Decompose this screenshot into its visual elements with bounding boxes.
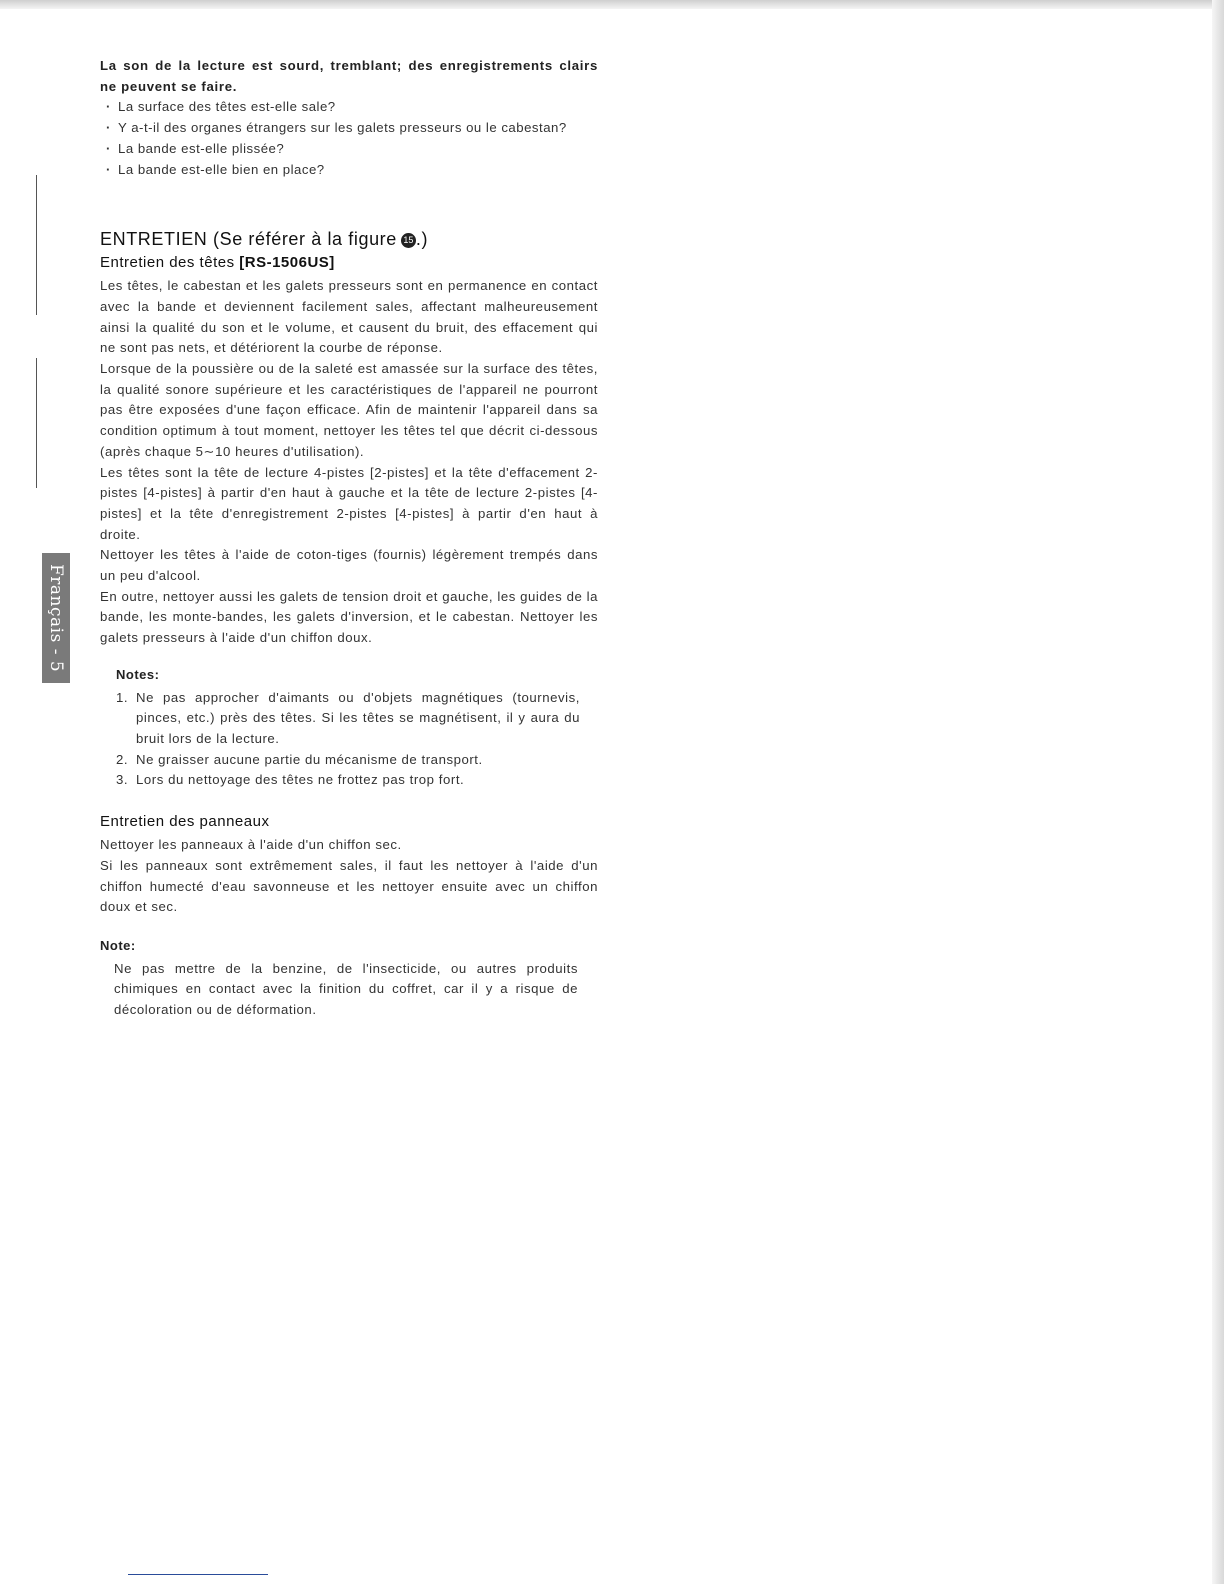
body-paragraph: Si les panneaux sont extrêmement sales, il faut les nettoyer à l'aide d'un chiffon humecté d'eau savonneuse et les nettoyer ensuite avec un chiffon doux et sec. [100,857,598,915]
note-text: Lors du nettoyage des têtes ne frottez pas trop fort. [136,772,465,788]
problem-statement: La son de la lecture est sourd, tremblant; des enregistrements clairs ne peuvent se faire. [100,58,598,94]
body-paragraph: Les têtes, le cabestan et les galets presseurs sont en permanence en contact avec la bande et deviennent facilement sales, affectant malheureusement ainsi la qualité du son et le volume, et causent du bruit, des effacement qui ne sont pas nets, et détériorent la courbe de réponse. [100,278,598,356]
notes-list [116,688,580,792]
note-item [116,750,580,771]
note-text: Ne pas approcher d'aimants ou d'objets magnétiques (tournevis, pinces, etc.) près des têtes. Si les têtes se magnétisent, il y aura du bruit lors de la lecture. [136,689,580,746]
page-top-edge [0,0,1224,9]
section-heading-end: .) [415,229,429,250]
check-list [100,97,598,180]
check-item: · La bande est-elle bien en place? [100,160,598,181]
language-side-tab [42,553,70,683]
note-number: 1. [116,689,129,705]
section-heading [100,226,598,252]
note-number: 3. [116,772,129,788]
main-column [100,56,598,1021]
subsection-heading-panels: Entretien des panneaux [100,813,270,831]
bottom-rule [128,1574,268,1575]
panel-note [100,936,598,1021]
check-item: · Y a-t-il des organes étrangers sur les galets presseurs ou le cabestan? [100,118,598,139]
body-paragraph: Nettoyer les panneaux à l'aide d'un chiffon sec. [100,837,402,853]
model-number: [RS-1506US] [239,254,335,272]
body-paragraph: Les têtes sont la tête de lecture 4-pistes [2-pistes] et la tête d'effacement 2-pistes [4-pistes] à partir d'en haut à gauche et la tête de lecture 2-pistes [4-pistes] et la tête d'enregistrement 2-pistes [4-pistes] à partir d'en haut à droite. [100,464,598,542]
side-tab-label: Français - 5 [46,563,66,673]
note-item [116,770,580,791]
notes-block [116,665,580,791]
section-heading-text: ENTRETIEN (Se référer à la figure [100,229,397,250]
body-paragraph: En outre, nettoyer aussi les galets de tension droit et gauche, les guides de la bande, les monte-bandes, les galets d'inversion, et le cabestan. Nettoyer les galets presseurs à l'aide d'un chiffon doux. [100,588,598,646]
subsection-title: Entretien des têtes [100,254,235,272]
notes-title: Notes: [116,666,160,682]
subsection-heading-heads [100,252,598,274]
margin-revision-line [36,358,37,488]
note-title: Note: [100,937,136,953]
body-paragraph: Nettoyer les têtes à l'aide de coton-tiges (fournis) légèrement trempés dans un peu d'alcool. [100,547,598,584]
margin-revision-line [36,175,37,315]
body-paragraph: Lorsque de la poussière ou de la saleté est amassée sur la surface des têtes, la qualité sonore supérieure et les caractéristiques de l'appareil ne pourront pas être exposées d'une façon efficace. Afin de maintenir l'appareil dans sa condition optimum à tout moment, nettoyer les têtes tel que décrit ci-dessous (après chaque 5∼10 heures d'utilisation). [100,361,598,459]
note-item [116,688,580,750]
page-right-edge [1212,0,1224,1584]
note-text: Ne graisser aucune partie du mécanisme de transport. [136,751,483,767]
check-item: · La bande est-elle plissée? [100,139,598,160]
check-item: · La surface des têtes est-elle sale? [100,97,598,118]
note-text: Ne pas mettre de la benzine, de l'insecticide, ou autres produits chimiques en contact avec la finition du coffret, car il y a risque de décoloration ou de déformation. [114,960,578,1018]
figure-number-icon: 15 [401,233,416,248]
note-number: 2. [116,751,129,767]
